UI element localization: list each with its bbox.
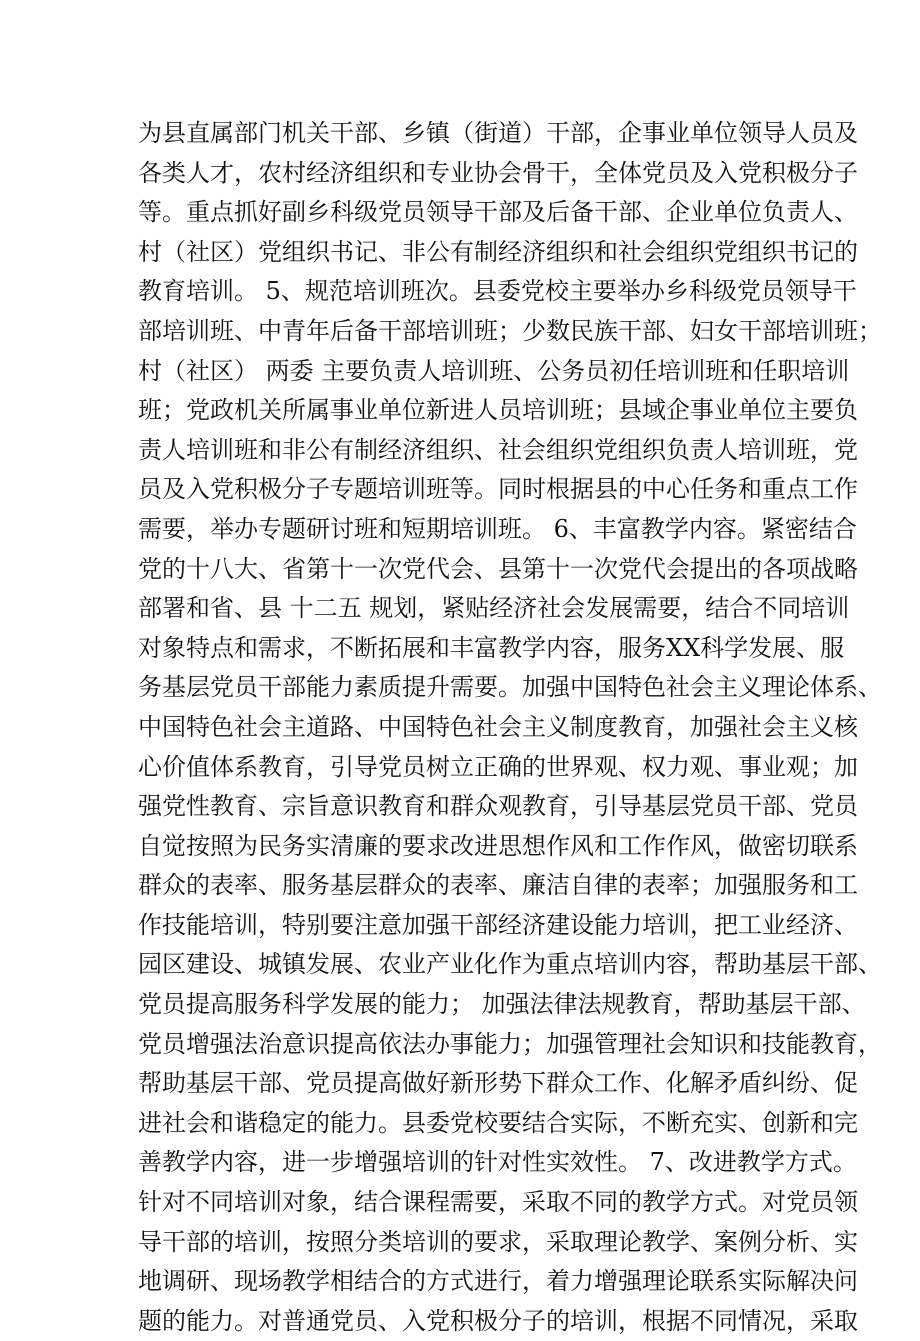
text-line: 强党性教育、宗旨意识教育和群众观教育，引导基层党员干部、党员	[138, 792, 858, 821]
text-line: 为县直属部门机关干部、乡镇（街道）干部，企事业单位领导人员及	[138, 119, 858, 147]
text-line: 地调研、现场教学相结合的方式进行，着力增强理论联系实际解决问	[138, 1267, 858, 1296]
text-line: 园区建设、城镇发展、农业产业化作为重点培训内容，帮助基层干部、	[138, 950, 882, 979]
text-line: 等。重点抓好副乡科级党员领导干部及后备干部、企业单位负责人、	[138, 198, 858, 227]
text-line: 针对不同培训对象，结合课程需要，采取不同的教学方式。对党员领	[138, 1188, 858, 1217]
text-line: 作技能培训，特别要注意加强干部经济建设能力培训，把工业经济、	[138, 910, 858, 939]
text-line: 对象特点和需求，不断拓展和丰富教学内容，服务XX科学发展、服	[138, 633, 845, 662]
text-line: 村（社区）党组织书记、非公有制经济组织和社会组织党组织书记的	[138, 237, 858, 266]
text-line: 党员提高服务科学发展的能力； 加强法律法规教育，帮助基层干部、	[138, 990, 866, 1019]
text-line: 部署和省、县 十二五 规划，紧贴经济社会发展需要，结合不同培训	[138, 594, 850, 623]
text-line: 善教学内容，进一步增强培训的针对性实效性。 7、改进教学方式。	[138, 1148, 857, 1177]
text-line: 班；党政机关所属事业单位新进人员培训班；县域企事业单位主要负	[138, 396, 858, 425]
text-line: 各类人才，农村经济组织和专业协会骨干，全体党员及入党积极分子	[138, 158, 858, 187]
text-line: 教育培训。 5、规范培训班次。县委党校主要举办乡科级党员领导干	[138, 277, 857, 306]
text-line: 需要，举办专题研讨班和短期培训班。 6、丰富教学内容。紧密结合	[138, 514, 857, 543]
text-line: 题的能力。对普通党员、入党积极分子的培训，根据不同情况，采取	[138, 1306, 858, 1335]
body-text	[138, 114, 882, 1341]
text-line: 村（社区） 两委 主要负责人培训班、公务员初任培训班和任职培训	[138, 356, 850, 385]
text-line: 务基层党员干部能力素质提升需要。加强中国特色社会主义理论体系、	[138, 673, 882, 702]
text-line: 部培训班、中青年后备干部培训班；少数民族干部、妇女干部培训班；	[138, 316, 882, 345]
text-line: 责人培训班和非公有制经济组织、社会组织党组织负责人培训班，党	[138, 435, 858, 464]
text-line: 心价值体系教育，引导党员树立正确的世界观、权力观、事业观；加	[138, 752, 858, 781]
text-line: 党的十八大、省第十一次党代会、县第十一次党代会提出的各项战略	[138, 554, 858, 583]
text-line: 员及入党积极分子专题培训班等。同时根据县的中心任务和重点工作	[138, 475, 858, 504]
text-line: 中国特色社会主道路、中国特色社会主义制度教育，加强社会主义核	[138, 712, 858, 741]
text-line: 进社会和谐稳定的能力。县委党校要结合实际，不断充实、创新和完	[138, 1108, 858, 1137]
text-line: 群众的表率、服务基层群众的表率、廉洁自律的表率；加强服务和工	[138, 871, 858, 900]
text-line: 自觉按照为民务实清廉的要求改进思想作风和工作作风，做密切联系	[138, 831, 858, 860]
text-line: 党员增强法治意识提高依法办事能力；加强管理社会知识和技能教育，	[138, 1029, 882, 1058]
text-line: 导干部的培训，按照分类培训的要求，采取理论教学、案例分析、实	[138, 1227, 858, 1256]
text-line: 帮助基层干部、党员提高做好新形势下群众工作、化解矛盾纠纷、促	[138, 1069, 858, 1098]
